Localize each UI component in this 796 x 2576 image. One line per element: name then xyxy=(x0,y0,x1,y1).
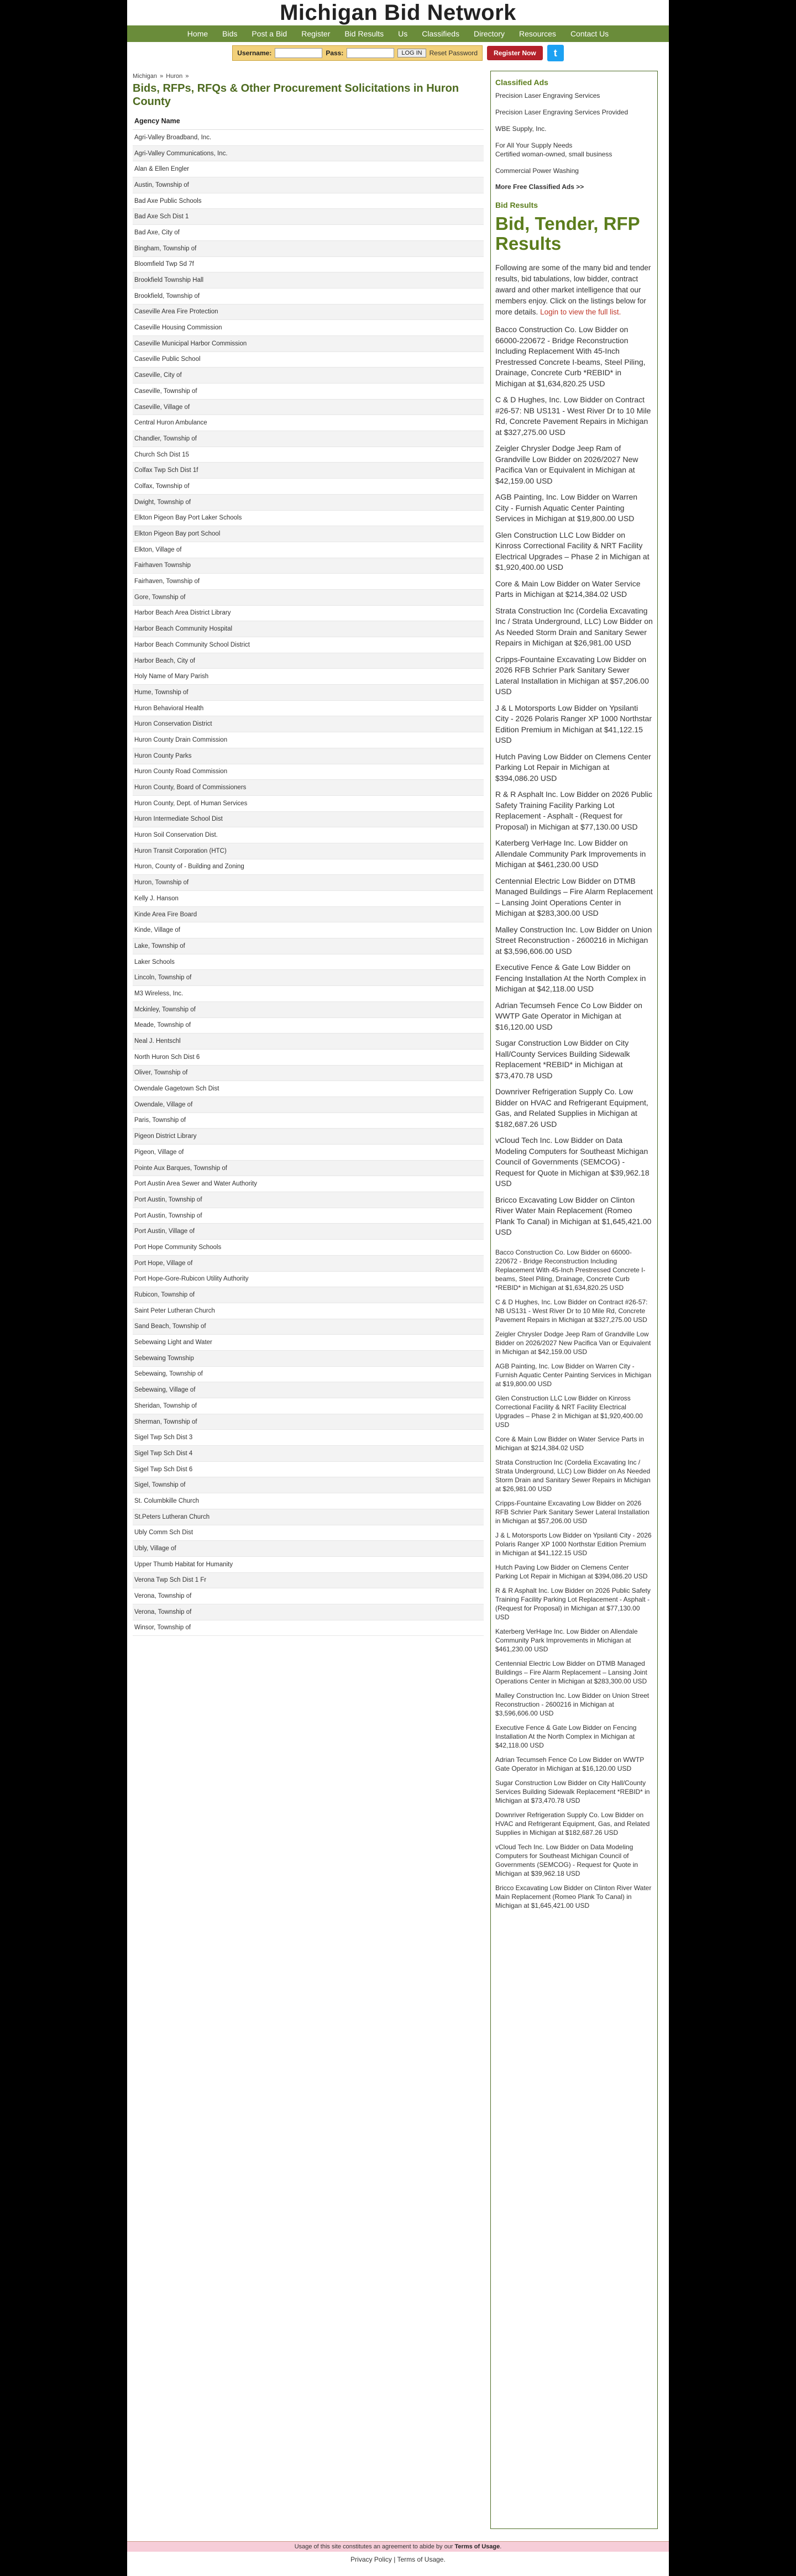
agency-name-link[interactable]: Caseville Housing Commission xyxy=(133,320,484,336)
table-row xyxy=(133,1303,484,1319)
agency-name-link[interactable]: Verona, Township of xyxy=(133,1588,484,1604)
table-row xyxy=(133,1287,484,1303)
table-row xyxy=(133,351,484,368)
bid-results-label: Bid Results xyxy=(495,201,538,209)
table-row xyxy=(133,510,484,526)
table-row xyxy=(133,1461,484,1477)
bid-result-item[interactable]: Core & Main Low Bidder on Water Service Parts in Michigan at $214,384.02 USD xyxy=(495,579,641,599)
bid-result-item[interactable]: Katerberg VerHage Inc. Low Bidder on Allendale Community Park Improvements in Michigan at $461,230.00 USD xyxy=(495,838,646,869)
bid-result-item[interactable]: AGB Painting, Inc. Low Bidder on Warren City - Furnish Aquatic Center Painting Services in Michigan at $19,800.00 USD xyxy=(495,1362,652,1388)
page-container xyxy=(127,0,669,2576)
bid-result-item[interactable]: Malley Construction Inc. Low Bidder on Union Street Reconstruction - 2600216 in Michigan at $3,596,606.00 USD xyxy=(495,925,652,956)
agency-name-link[interactable]: Bad Axe Public Schools xyxy=(133,193,484,209)
table-row xyxy=(133,1160,484,1176)
bid-result-item[interactable]: Sugar Construction Low Bidder on City Hall/County Services Building Sidewalk Replacement *REBID* in Michigan at $73,470.78 USD xyxy=(495,1778,650,1804)
agency-name-link[interactable]: Huron County Road Commission xyxy=(133,764,484,780)
table-row xyxy=(133,1271,484,1287)
classified-ads-title: Classified Ads xyxy=(495,78,548,87)
table-row xyxy=(133,653,484,669)
agency-name-link[interactable]: Fairhaven, Township of xyxy=(133,574,484,590)
table-row xyxy=(133,1335,484,1351)
bid-result-item[interactable]: Core & Main Low Bidder on Water Service Parts in Michigan at $214,384.02 USD xyxy=(495,1435,644,1452)
bid-result-item[interactable]: J & L Motorsports Low Bidder on Ypsilanti City - 2026 Polaris Ranger XP 1000 Northstar Edition Premium in Michigan at $41,122.15 USD xyxy=(495,1531,652,1557)
agency-name-link[interactable]: Pigeon District Library xyxy=(133,1129,484,1145)
table-row xyxy=(133,542,484,558)
table-row xyxy=(133,1065,484,1081)
table-row xyxy=(133,1145,484,1161)
agency-name-link[interactable]: Port Austin, Township of xyxy=(133,1192,484,1208)
classified-ad[interactable]: For All Your Supply Needs Certified woman-owned, small business xyxy=(495,141,612,158)
bid-result-item[interactable]: Sugar Construction Low Bidder on City Hall/County Services Building Sidewalk Replacement *REBID* in Michigan at $73,470.78 USD xyxy=(495,1038,630,1080)
agency-name-link[interactable]: Elkton Pigeon Bay Port Laker Schools xyxy=(133,510,484,526)
agency-name-link[interactable]: St. Columbkille Church xyxy=(133,1493,484,1509)
table-row xyxy=(133,574,484,590)
bid-result-item[interactable]: Hutch Paving Low Bidder on Clemens Center Parking Lot Repair in Michigan at $394,086.20 USD xyxy=(495,1563,648,1580)
table-row xyxy=(133,1477,484,1493)
table-row xyxy=(133,1017,484,1033)
agency-name-link[interactable]: Bingham, Township of xyxy=(133,240,484,256)
agency-name-link[interactable]: Rubicon, Township of xyxy=(133,1287,484,1303)
nav-contact-us[interactable]: Contact Us xyxy=(570,29,609,38)
table-row xyxy=(133,780,484,796)
agency-name-link[interactable]: Bad Axe Sch Dist 1 xyxy=(133,209,484,225)
agency-name-link[interactable]: Fairhaven Township xyxy=(133,558,484,574)
agency-name-link[interactable]: Neal J. Hentschl xyxy=(133,1033,484,1050)
agency-name-link[interactable]: Pointe Aux Barques, Township of xyxy=(133,1160,484,1176)
table-row xyxy=(133,1081,484,1097)
privacy-policy-link[interactable]: Privacy Policy xyxy=(350,2556,392,2563)
table-row xyxy=(133,240,484,256)
bid-result-item[interactable]: Downriver Refrigeration Supply Co. Low Bidder on HVAC and Refrigerant Equipment, Gas, and Related Supplies in Michigan at $182,687.26 USD xyxy=(495,1087,648,1129)
breadcrumb-separator: » xyxy=(185,73,189,80)
nav-register[interactable]: Register xyxy=(301,29,331,38)
table-row xyxy=(133,859,484,875)
agency-name-link[interactable]: Sebewaing, Village of xyxy=(133,1382,484,1398)
table-row xyxy=(133,1398,484,1414)
table-row xyxy=(133,1525,484,1541)
table-row xyxy=(133,431,484,447)
footer-links xyxy=(127,2556,669,2563)
agency-name-link[interactable]: Hume, Township of xyxy=(133,685,484,701)
bid-result-item[interactable]: Hutch Paving Low Bidder on Clemens Center Parking Lot Repair in Michigan at $394,086.20 USD xyxy=(495,752,651,783)
login-to-view-link[interactable]: Login to view the full list. xyxy=(540,308,621,316)
table-row xyxy=(133,922,484,938)
bid-result-item[interactable]: Zeigler Chrysler Dodge Jeep Ram of Grandville Low Bidder on 2026/2027 New Pacifica Van or Equivalent in Michigan at $42,159.00 USD xyxy=(495,444,638,485)
terms-of-usage-link[interactable]: Terms of Usage xyxy=(454,2543,500,2550)
table-row xyxy=(133,130,484,146)
breadcrumb-huron[interactable]: Huron xyxy=(166,73,183,80)
agency-name-link[interactable]: Alan & Ellen Engler xyxy=(133,161,484,177)
bid-result-item[interactable]: Katerberg VerHage Inc. Low Bidder on Allendale Community Park Improvements in Michigan at $461,230.00 USD xyxy=(495,1627,638,1653)
table-row xyxy=(133,399,484,415)
agency-name-link[interactable]: Huron County, Dept. of Human Services xyxy=(133,795,484,811)
agency-name-link[interactable]: Winsor, Township of xyxy=(133,1620,484,1636)
nav-bid-results[interactable]: Bid Results xyxy=(344,29,384,38)
table-row xyxy=(133,494,484,510)
agency-name-link[interactable]: Elkton, Village of xyxy=(133,542,484,558)
agency-name-link[interactable]: Sigel Twp Sch Dist 6 xyxy=(133,1461,484,1477)
bid-result-item[interactable]: Downriver Refrigeration Supply Co. Low Bidder on HVAC and Refrigerant Equipment, Gas, and Related Supplies in Michigan at $182,687.26 USD xyxy=(495,1811,650,1837)
bid-result-item[interactable]: Adrian Tecumseh Fence Co Low Bidder on WWTP Gate Operator in Michigan at $16,120.00 USD xyxy=(495,1755,645,1772)
agency-name-link[interactable]: Owendale Gagetown Sch Dist xyxy=(133,1081,484,1097)
table-row xyxy=(133,1430,484,1446)
reset-password-link[interactable]: Reset Password xyxy=(429,49,478,57)
login-box xyxy=(232,45,483,61)
bid-result-item[interactable]: vCloud Tech Inc. Low Bidder on Data Modeling Computers for Southeast Michigan Council of Governments (SEMCOG) - Request for Quote in Michigan at $39,962.18 USD xyxy=(495,1843,638,1877)
agency-name-link[interactable]: Kinde, Village of xyxy=(133,922,484,938)
site-header xyxy=(127,0,669,25)
agency-name-link[interactable]: Caseville Municipal Harbor Commission xyxy=(133,335,484,351)
agency-name-link[interactable]: Laker Schools xyxy=(133,954,484,970)
bid-result-item[interactable]: Executive Fence & Gate Low Bidder on Fencing Installation At the North Complex in Michigan at $42,118.00 USD xyxy=(495,1723,637,1749)
nav-directory[interactable]: Directory xyxy=(474,29,505,38)
agency-name-link[interactable]: Verona Twp Sch Dist 1 Fr xyxy=(133,1572,484,1588)
table-row xyxy=(133,669,484,685)
bid-result-item[interactable]: C & D Hughes, Inc. Low Bidder on Contract #26-57: NB US131 - West River Dr to 10 Mile Rd, Concrete Pavement Repairs in Michigan at $327,275.00 USD xyxy=(495,395,651,437)
bid-result-item[interactable]: Glen Construction LLC Low Bidder on Kinross Correctional Facility & NRT Facility Electrical Upgrades – Phase 2 in Michigan at $1,920,400.00 USD xyxy=(495,1394,643,1429)
agency-name-link[interactable]: Owendale, Village of xyxy=(133,1096,484,1113)
bid-result-item[interactable]: Glen Construction LLC Low Bidder on Kinross Correctional Facility & NRT Facility Electrical Upgrades – Phase 2 in Michigan at $1,920,400.00 USD xyxy=(495,530,650,571)
table-row xyxy=(133,589,484,605)
bid-result-item[interactable]: Malley Construction Inc. Low Bidder on Union Street Reconstruction - 2600216 in Michigan at $3,596,606.00 USD xyxy=(495,1691,650,1717)
agency-name-link[interactable]: Colfax Twp Sch Dist 1f xyxy=(133,463,484,479)
page-title: Bids, RFPs, RFQs & Other Procurement Solicitations in Huron County xyxy=(133,82,459,108)
table-row xyxy=(133,1604,484,1620)
agency-name-link[interactable]: Caseville, Village of xyxy=(133,399,484,415)
table-row xyxy=(133,272,484,288)
table-row xyxy=(133,1588,484,1604)
table-row xyxy=(133,1319,484,1335)
table-row xyxy=(133,1446,484,1462)
table-row xyxy=(133,1192,484,1208)
agency-name-link[interactable]: Colfax, Township of xyxy=(133,479,484,495)
table-row xyxy=(133,954,484,970)
agency-name-link[interactable]: Bloomfield Twp Sd 7f xyxy=(133,256,484,272)
bid-result-item[interactable]: Zeigler Chrysler Dodge Jeep Ram of Grandville Low Bidder on 2026/2027 New Pacifica Van or Equivalent in Michigan at $42,159.00 USD xyxy=(495,1330,651,1356)
table-row xyxy=(133,1113,484,1129)
agency-table xyxy=(133,113,484,1636)
table-row xyxy=(133,463,484,479)
table-row xyxy=(133,827,484,843)
agency-name-link[interactable]: North Huron Sch Dist 6 xyxy=(133,1049,484,1065)
table-row xyxy=(133,843,484,859)
bid-result-item[interactable]: Centennial Electric Low Bidder on DTMB Managed Buildings – Fire Alarm Replacement – Lansing Joint Operations Center in Michigan at $283,300.00 USD xyxy=(495,1659,647,1685)
agency-name-link[interactable]: Sebewaing Light and Water xyxy=(133,1335,484,1351)
agency-name-link[interactable]: Verona, Township of xyxy=(133,1604,484,1620)
bid-results-intro xyxy=(495,263,653,318)
bid-result-item[interactable]: Cripps-Fountaine Excavating Low Bidder on 2026 RFB Schrier Park Sanitary Sewer Lateral Installation in Michigan at $57,206.00 USD xyxy=(495,1499,650,1525)
more-classified-ads-link[interactable]: More Free Classified Ads >> xyxy=(495,183,584,191)
agency-name-link[interactable]: Kinde Area Fire Board xyxy=(133,906,484,922)
login-button[interactable]: LOG IN xyxy=(397,49,426,57)
register-now-button[interactable]: Register Now xyxy=(487,46,543,60)
table-row xyxy=(133,304,484,320)
main-nav xyxy=(127,25,669,42)
table-row xyxy=(133,177,484,193)
agency-name-link[interactable]: Gore, Township of xyxy=(133,589,484,605)
agency-name-link[interactable]: Huron County, Board of Commissioners xyxy=(133,780,484,796)
table-row xyxy=(133,795,484,811)
agency-name-link[interactable]: Harbor Beach Area District Library xyxy=(133,605,484,621)
table-row xyxy=(133,938,484,954)
table-row xyxy=(133,1382,484,1398)
username-label: Username: xyxy=(237,49,272,57)
bid-result-item[interactable]: J & L Motorsports Low Bidder on Ypsilanti City - 2026 Polaris Ranger XP 1000 Northstar Edition Premium in Michigan at $41,122.15 USD xyxy=(495,703,652,744)
bid-results-list-large xyxy=(495,324,653,1238)
table-row xyxy=(133,875,484,891)
breadcrumb-separator: » xyxy=(160,73,164,80)
agency-name-link[interactable]: Ubly Comm Sch Dist xyxy=(133,1525,484,1541)
bid-result-item[interactable]: R & R Asphalt Inc. Low Bidder on 2026 Public Safety Training Facility Parking Lot Replacement - Asphalt - (Request for Proposal) in Michigan at $77,130.00 USD xyxy=(495,1586,651,1621)
agency-name-link[interactable]: Ubly, Village of xyxy=(133,1541,484,1557)
classified-ad[interactable]: WBE Supply, Inc. xyxy=(495,125,547,133)
agency-name-link[interactable]: Brookfield Township Hall xyxy=(133,272,484,288)
agency-name-link[interactable]: St.Peters Lutheran Church xyxy=(133,1509,484,1525)
agency-name-link[interactable]: Paris, Township of xyxy=(133,1113,484,1129)
table-row xyxy=(133,1033,484,1050)
agency-name-link[interactable]: Port Hope, Village of xyxy=(133,1255,484,1271)
twitter-icon[interactable]: t xyxy=(547,45,564,61)
table-row xyxy=(133,685,484,701)
agency-name-link[interactable]: Lincoln, Township of xyxy=(133,970,484,986)
agency-name-link[interactable]: Lake, Township of xyxy=(133,938,484,954)
table-row xyxy=(133,145,484,161)
bid-result-item[interactable]: AGB Painting, Inc. Low Bidder on Warren City - Furnish Aquatic Center Painting Services in Michigan at $19,800.00 USD xyxy=(495,492,638,523)
table-row xyxy=(133,225,484,241)
table-row xyxy=(133,193,484,209)
table-row xyxy=(133,558,484,574)
table-row xyxy=(133,1240,484,1256)
table-row xyxy=(133,1096,484,1113)
login-bar xyxy=(127,42,669,64)
bid-result-item[interactable]: Centennial Electric Low Bidder on DTMB Managed Buildings – Fire Alarm Replacement – Lansing Joint Operations Center in Michigan at $283,300.00 USD xyxy=(495,876,653,917)
table-row xyxy=(133,1556,484,1572)
table-row xyxy=(133,1001,484,1017)
table-row xyxy=(133,320,484,336)
bid-result-item[interactable]: Bricco Excavating Low Bidder on Clinton River Water Main Replacement (Romeo Plank To Canal) in Michigan at $1,645,421.00 USD xyxy=(495,1884,652,1909)
agency-name-link[interactable]: Holy Name of Mary Parish xyxy=(133,669,484,685)
agency-name-link[interactable]: Huron, Township of xyxy=(133,875,484,891)
table-row xyxy=(133,1493,484,1509)
table-row xyxy=(133,368,484,384)
table-row xyxy=(133,415,484,431)
agency-name-link[interactable]: Sheridan, Township of xyxy=(133,1398,484,1414)
table-row xyxy=(133,209,484,225)
agency-name-link[interactable]: Harbor Beach Community Hospital xyxy=(133,621,484,637)
footer-separator: | xyxy=(394,2556,396,2563)
agency-name-link[interactable]: Elkton Pigeon Bay port School xyxy=(133,526,484,542)
bid-result-item[interactable]: Strata Construction Inc (Cordelia Excavating Inc / Strata Underground, LLC) Low Bidder on As Needed Storm Drain and Sanitary Sewer Repairs in Michigan at $26,981.00 USD xyxy=(495,606,653,647)
sidebar xyxy=(490,71,658,2529)
table-row xyxy=(133,1049,484,1065)
agency-name-link[interactable]: Huron County Drain Commission xyxy=(133,732,484,748)
agency-name-link[interactable]: Harbor Beach Community School District xyxy=(133,637,484,653)
usage-notice-text: Usage of this site constitutes an agreement to abide by our xyxy=(294,2543,453,2550)
classified-ad[interactable]: Commercial Power Washing xyxy=(495,167,579,175)
site-title[interactable]: Michigan Bid Network xyxy=(280,1,516,25)
agency-name-link[interactable]: Port Hope-Gore-Rubicon Utility Authority xyxy=(133,1271,484,1287)
bid-result-item[interactable]: Bacco Construction Co. Low Bidder on 66000-220672 - Bridge Reconstruction Including Replacement With 45-Inch Prestressed Concrete I-beams, Steel Piling, Drainage, Concrete Curb *REBID* in Michigan at $1,634,820.25 USD xyxy=(495,1248,646,1292)
nav-bids[interactable]: Bids xyxy=(222,29,238,38)
table-row xyxy=(133,1224,484,1240)
agency-name-link[interactable]: Austin, Township of xyxy=(133,177,484,193)
bid-result-item[interactable]: C & D Hughes, Inc. Low Bidder on Contract #26-57: NB US131 - West River Dr to 10 Mile Rd, Concrete Pavement Repairs in Michigan at $327,275.00 USD xyxy=(495,1298,648,1324)
table-row xyxy=(133,335,484,351)
agency-name-link[interactable]: Huron Soil Conservation Dist. xyxy=(133,827,484,843)
agency-name-link[interactable]: Dwight, Township of xyxy=(133,494,484,510)
table-row xyxy=(133,748,484,764)
table-row xyxy=(133,447,484,463)
table-row xyxy=(133,526,484,542)
agency-name-link[interactable]: Sebewaing Township xyxy=(133,1350,484,1366)
nav-post-a-bid[interactable]: Post a Bid xyxy=(252,29,287,38)
bid-result-item[interactable]: Executive Fence & Gate Low Bidder on Fencing Installation At the North Complex in Michigan at $42,118.00 USD xyxy=(495,963,646,993)
bid-result-item[interactable]: Bricco Excavating Low Bidder on Clinton River Water Main Replacement (Romeo Plank To Canal) in Michigan at $1,645,421.00 USD xyxy=(495,1195,652,1236)
bid-results-list-small xyxy=(495,1248,653,1910)
agency-name-link[interactable]: Caseville, City of xyxy=(133,368,484,384)
table-row xyxy=(133,288,484,304)
agency-name-link[interactable]: Oliver, Township of xyxy=(133,1065,484,1081)
table-row xyxy=(133,1366,484,1382)
table-row xyxy=(133,479,484,495)
agency-name-link[interactable]: Saint Peter Lutheran Church xyxy=(133,1303,484,1319)
table-row xyxy=(133,1255,484,1271)
agency-name-link[interactable]: Upper Thumb Habitat for Humanity xyxy=(133,1556,484,1572)
bid-result-item[interactable]: Strata Construction Inc (Cordelia Excavating Inc / Strata Underground, LLC) Low Bidder on As Needed Storm Drain and Sanitary Sewer Repairs in Michigan at $26,981.00 USD xyxy=(495,1458,651,1493)
usage-notice: Usage of this site constitutes an agreement to abide by our Terms of Usage. xyxy=(127,2541,669,2552)
breadcrumb xyxy=(133,73,484,81)
agency-name-link[interactable]: Caseville Public School xyxy=(133,351,484,368)
table-row xyxy=(133,1129,484,1145)
table-row xyxy=(133,891,484,907)
bid-result-item[interactable]: Adrian Tecumseh Fence Co Low Bidder on WWTP Gate Operator in Michigan at $16,120.00 USD xyxy=(495,1000,642,1031)
nav-resources[interactable]: Resources xyxy=(519,29,556,38)
agency-name-link[interactable]: Huron, County of - Building and Zoning xyxy=(133,859,484,875)
table-row xyxy=(133,986,484,1002)
classified-ad[interactable]: Precision Laser Engraving Services Provided xyxy=(495,108,629,116)
agency-name-link[interactable]: Sigel Twp Sch Dist 4 xyxy=(133,1446,484,1462)
agency-name-link[interactable]: Sebewaing, Township of xyxy=(133,1366,484,1382)
agency-name-link[interactable]: Huron Conservation District xyxy=(133,716,484,732)
main-content xyxy=(133,73,484,1636)
agency-name-link[interactable]: Huron Transit Corporation (HTC) xyxy=(133,843,484,859)
agency-name-link[interactable]: Church Sch Dist 15 xyxy=(133,447,484,463)
agency-name-link[interactable]: Port Austin, Village of xyxy=(133,1224,484,1240)
bid-results-title: Bid, Tender, RFP Results xyxy=(495,213,640,254)
agency-name-link[interactable]: Pigeon, Village of xyxy=(133,1145,484,1161)
username-input[interactable] xyxy=(275,48,322,58)
table-row xyxy=(133,906,484,922)
agency-name-link[interactable]: Agri-Valley Broadband, Inc. xyxy=(133,130,484,146)
agency-name-link[interactable]: Huron Behavioral Health xyxy=(133,700,484,716)
table-row xyxy=(133,621,484,637)
agency-column-header: Agency Name xyxy=(133,113,484,130)
terms-of-usage-footer-link[interactable]: Terms of Usage. xyxy=(397,2556,446,2563)
table-row xyxy=(133,1541,484,1557)
table-row xyxy=(133,732,484,748)
table-row xyxy=(133,1176,484,1192)
table-row xyxy=(133,1572,484,1588)
agency-name-link[interactable]: Caseville Area Fire Protection xyxy=(133,304,484,320)
bid-result-item[interactable]: Cripps-Fountaine Excavating Low Bidder on 2026 RFB Schrier Park Sanitary Sewer Lateral Installation in Michigan at $57,206.00 USD xyxy=(495,654,649,696)
table-row xyxy=(133,605,484,621)
table-row xyxy=(133,256,484,272)
agency-name-link[interactable]: Sigel Twp Sch Dist 3 xyxy=(133,1430,484,1446)
password-label: Pass: xyxy=(326,49,344,57)
table-row xyxy=(133,384,484,400)
agency-name-link[interactable]: Meade, Township of xyxy=(133,1017,484,1033)
nav-us[interactable]: Us xyxy=(398,29,408,38)
table-row xyxy=(133,1509,484,1525)
bid-result-item[interactable]: vCloud Tech Inc. Low Bidder on Data Modeling Computers for Southeast Michigan Council of Governments (SEMCOG) - Request for Quote in Michigan at $39,962.18 USD xyxy=(495,1136,650,1188)
nav-classifieds[interactable]: Classifieds xyxy=(422,29,459,38)
classified-ad[interactable]: Precision Laser Engraving Services xyxy=(495,92,600,99)
agency-name-link[interactable]: Port Austin, Township of xyxy=(133,1208,484,1224)
password-input[interactable] xyxy=(347,48,394,58)
table-row xyxy=(133,716,484,732)
table-row xyxy=(133,1414,484,1430)
bid-result-item[interactable]: Bacco Construction Co. Low Bidder on 66000-220672 - Bridge Reconstruction Including Replacement With 45-Inch Prestressed Concrete I-beams, Steel Piling, Drainage, Concrete Curb *REBID* in Michigan at $1,634,820.25 USD xyxy=(495,325,646,388)
table-row xyxy=(133,970,484,986)
agency-name-link[interactable]: Port Austin Area Sewer and Water Authority xyxy=(133,1176,484,1192)
agency-name-link[interactable]: Kelly J. Hanson xyxy=(133,891,484,907)
table-row xyxy=(133,811,484,827)
table-row xyxy=(133,637,484,653)
agency-name-link[interactable]: Brookfield, Township of xyxy=(133,288,484,304)
agency-name-link[interactable]: Sigel, Township of xyxy=(133,1477,484,1493)
agency-name-link[interactable]: Agri-Valley Communications, Inc. xyxy=(133,145,484,161)
agency-name-link[interactable]: Caseville, Township of xyxy=(133,384,484,400)
table-row xyxy=(133,700,484,716)
agency-name-link[interactable]: Central Huron Ambulance xyxy=(133,415,484,431)
table-row xyxy=(133,1620,484,1636)
agency-name-link[interactable]: Chandler, Township of xyxy=(133,431,484,447)
agency-name-link[interactable]: Harbor Beach, City of xyxy=(133,653,484,669)
agency-name-link[interactable]: Bad Axe, City of xyxy=(133,225,484,241)
bid-result-item[interactable]: R & R Asphalt Inc. Low Bidder on 2026 Public Safety Training Facility Parking Lot Replacement - Asphalt - (Request for Proposal) in Michigan at $77,130.00 USD xyxy=(495,790,653,831)
breadcrumb-michigan[interactable]: Michigan xyxy=(133,73,158,80)
agency-name-link[interactable]: Sherman, Township of xyxy=(133,1414,484,1430)
table-row xyxy=(133,161,484,177)
intro-text: Following are some of the many bid and tender results, bid tabulations, low bidder, contract award and other market intelligence that our members enjoy. Click on the listings below for more details. xyxy=(495,264,651,316)
table-row xyxy=(133,1350,484,1366)
table-row xyxy=(133,764,484,780)
table-row xyxy=(133,1208,484,1224)
agency-name-link[interactable]: M3 Wireless, Inc. xyxy=(133,986,484,1002)
agency-name-link[interactable]: Huron Intermediate School Dist xyxy=(133,811,484,827)
agency-name-link[interactable]: Port Hope Community Schools xyxy=(133,1240,484,1256)
agency-name-link[interactable]: Sand Beach, Township of xyxy=(133,1319,484,1335)
nav-home[interactable]: Home xyxy=(187,29,208,38)
agency-name-link[interactable]: Mckinley, Township of xyxy=(133,1001,484,1017)
agency-name-link[interactable]: Huron County Parks xyxy=(133,748,484,764)
